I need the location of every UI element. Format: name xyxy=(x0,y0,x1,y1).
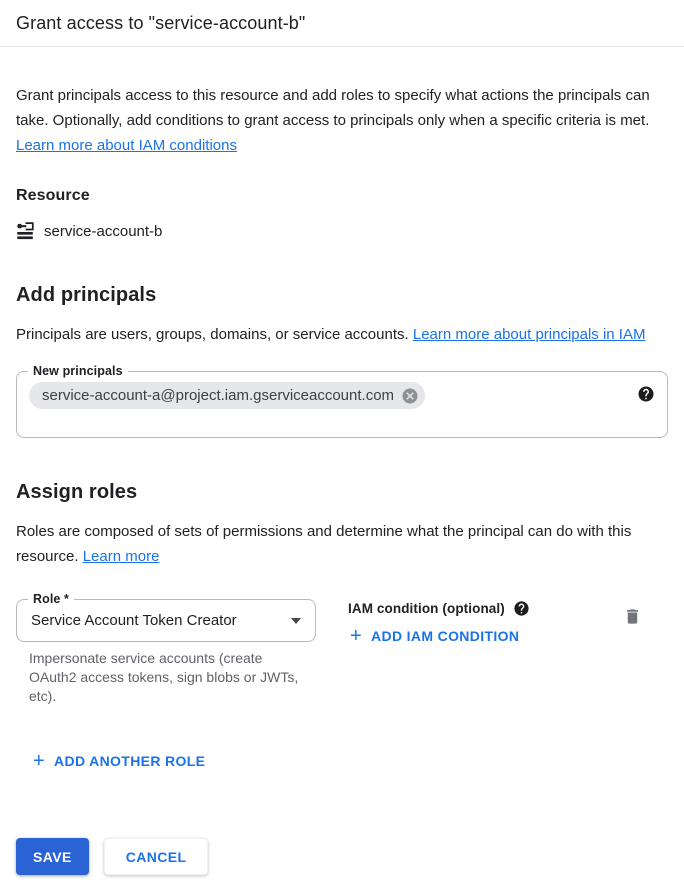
resource-heading: Resource xyxy=(16,187,90,204)
new-principals-field[interactable] xyxy=(16,364,668,438)
principal-chip xyxy=(29,382,425,409)
role-column xyxy=(16,592,316,706)
cancel-button[interactable]: CANCEL xyxy=(104,838,209,875)
principals-learn-more-link[interactable]: Learn more about principals in IAM xyxy=(412,326,646,343)
add-principals-heading: Add principals xyxy=(16,284,157,306)
plus-icon: + xyxy=(350,625,363,647)
resource-row xyxy=(16,222,668,241)
principals-text: Principals are users, groups, domains, or service accounts. xyxy=(16,326,409,343)
dialog-body xyxy=(0,83,684,772)
roles-text: Roles are composed of sets of permissions and determine what the principal can do with this resource. xyxy=(16,523,632,565)
resource-name: service-account-b xyxy=(44,223,163,240)
add-another-role-label: ADD ANOTHER ROLE xyxy=(54,753,206,769)
trash-icon[interactable] xyxy=(623,607,642,626)
add-iam-condition-label: ADD IAM CONDITION xyxy=(371,628,520,644)
roles-description xyxy=(16,519,664,569)
intro-paragraph xyxy=(16,83,664,158)
role-helper-text: Impersonate service accounts (create OAuth2 access tokens, sign blobs or JWTs, etc). xyxy=(29,650,299,704)
principal-chip-label: service-account-a@project.iam.gserviceaccount.com xyxy=(42,387,395,404)
dialog-header xyxy=(0,0,684,47)
add-iam-condition-button[interactable] xyxy=(350,627,519,645)
principals-description xyxy=(16,322,664,347)
role-label: Role * xyxy=(28,592,74,607)
dialog-actions xyxy=(16,838,208,875)
plus-icon: + xyxy=(33,750,46,772)
delete-role-column xyxy=(623,599,642,626)
intro-text: Grant principals access to this resource and add roles to specify what actions the principals can take. Optionally, add conditions to grant access to principals only when a specific criteria is met. xyxy=(16,87,650,129)
add-another-role-row xyxy=(33,752,668,772)
iam-condition-label: IAM condition (optional) xyxy=(348,601,505,616)
add-another-role-button[interactable] xyxy=(33,752,205,770)
role-value: Service Account Token Creator xyxy=(31,612,237,629)
iam-condition-label-row xyxy=(348,600,530,617)
iam-condition-column xyxy=(348,599,530,647)
help-icon[interactable] xyxy=(637,385,655,403)
service-account-icon xyxy=(16,222,35,241)
assign-roles-heading: Assign roles xyxy=(16,481,138,503)
new-principals-label: New principals xyxy=(28,364,128,379)
role-select[interactable] xyxy=(16,592,316,642)
save-button[interactable]: SAVE xyxy=(16,838,89,875)
iam-conditions-link[interactable]: Learn more about IAM conditions xyxy=(16,137,237,154)
arrow-drop-down-icon xyxy=(291,618,301,624)
role-row xyxy=(16,592,668,706)
help-icon[interactable] xyxy=(513,600,530,617)
dialog-title: Grant access to "service-account-b" xyxy=(16,13,306,33)
roles-learn-more-link[interactable]: Learn more xyxy=(82,548,160,565)
close-circle-icon[interactable] xyxy=(401,387,419,405)
